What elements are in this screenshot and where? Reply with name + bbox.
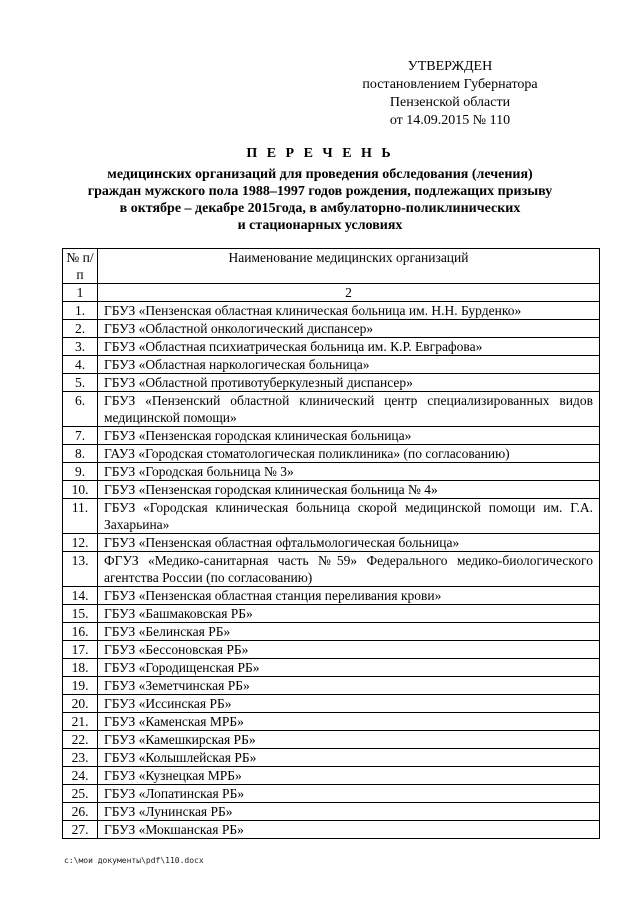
table-row	[63, 392, 600, 427]
row-number: 14.	[63, 587, 98, 605]
row-number: 2.	[63, 320, 98, 338]
row-number: 22.	[63, 731, 98, 749]
organization-name: ГБУЗ «Областной противотуберкулезный диспансер»	[98, 374, 600, 392]
row-number: 6.	[63, 392, 98, 427]
organization-name: ГБУЗ «Пензенская городская клиническая больница»	[98, 427, 600, 445]
table-row	[63, 821, 600, 839]
row-number: 18.	[63, 659, 98, 677]
table-row	[63, 749, 600, 767]
organization-name: ГБУЗ «Областная психиатрическая больница им. К.Р. Евграфова»	[98, 338, 600, 356]
row-number: 13.	[63, 552, 98, 587]
approved-region: Пензенской области	[389, 95, 511, 110]
row-number: 15.	[63, 605, 98, 623]
row-number: 21.	[63, 713, 98, 731]
table-row	[63, 534, 600, 552]
organization-name: ГБУЗ «Пензенская областная офтальмологическая больница»	[98, 534, 600, 552]
approved-by: постановлением Губернатора	[362, 77, 538, 92]
table-row	[63, 641, 600, 659]
title-line: в октябре – декабре 2015года, в амбулаторно-поликлинических	[119, 201, 521, 216]
row-number: 4.	[63, 356, 98, 374]
table-row	[63, 356, 600, 374]
table-row	[63, 731, 600, 749]
table-row	[63, 499, 600, 534]
table-row	[63, 481, 600, 499]
organization-name: ГБУЗ «Лопатинская РБ»	[98, 785, 600, 803]
row-number: 8.	[63, 445, 98, 463]
row-number: 11.	[63, 499, 98, 534]
column-number-2: 2	[98, 284, 600, 302]
organization-name: ГБУЗ «Бессоновская РБ»	[98, 641, 600, 659]
row-number: 20.	[63, 695, 98, 713]
table-row	[63, 623, 600, 641]
organization-name: ГБУЗ «Городская клиническая больница скорой медицинской помощи им. Г.А. Захарьина»	[98, 499, 600, 534]
file-path-footer: c:\мои документы\pdf\110.docx	[64, 856, 204, 865]
row-number: 25.	[63, 785, 98, 803]
table-row	[63, 338, 600, 356]
title-line: медицинских организаций для проведения обследования (лечения)	[107, 167, 533, 182]
organization-name: ГБУЗ «Областной онкологический диспансер»	[98, 320, 600, 338]
table-row	[63, 785, 600, 803]
table-row	[63, 320, 600, 338]
organization-name: ГБУЗ «Колышлейская РБ»	[98, 749, 600, 767]
organization-name: ГБУЗ «Лунинская РБ»	[98, 803, 600, 821]
table-row	[63, 695, 600, 713]
row-number: 16.	[63, 623, 98, 641]
row-number: 23.	[63, 749, 98, 767]
row-number: 27.	[63, 821, 98, 839]
organization-name: ГБУЗ «Пензенская городская клиническая больница № 4»	[98, 481, 600, 499]
table-row	[63, 803, 600, 821]
organization-name: ГАУЗ «Городская стоматологическая поликлиника» (по согласованию)	[98, 445, 600, 463]
row-number: 3.	[63, 338, 98, 356]
row-number: 1.	[63, 302, 98, 320]
column-number-row	[63, 284, 600, 302]
table-row	[63, 552, 600, 587]
organization-name: ГБУЗ «Пензенская областная станция переливания крови»	[98, 587, 600, 605]
row-number: 7.	[63, 427, 98, 445]
table-row	[63, 463, 600, 481]
approval-stamp	[330, 58, 570, 130]
table-row	[63, 767, 600, 785]
organization-name: ФГУЗ «Медико-санитарная часть №59» Федерального медико-биологического агентства России (по согласованию)	[98, 552, 600, 587]
organization-name: ГБУЗ «Областная наркологическая больница»	[98, 356, 600, 374]
organization-name: ГБУЗ «Белинская РБ»	[98, 623, 600, 641]
row-number: 5.	[63, 374, 98, 392]
table-row	[63, 302, 600, 320]
organization-name: ГБУЗ «Земетчинская РБ»	[98, 677, 600, 695]
column-number-1: 1	[63, 284, 98, 302]
table-row	[63, 445, 600, 463]
organizations-table	[62, 248, 600, 839]
row-number: 10.	[63, 481, 98, 499]
table-header-row	[63, 249, 600, 284]
organization-name: ГБУЗ «Камешкирская РБ»	[98, 731, 600, 749]
title-line: и стационарных условиях	[237, 218, 403, 233]
organization-name: ГБУЗ «Иссинская РБ»	[98, 695, 600, 713]
row-number: 26.	[63, 803, 98, 821]
document-title	[60, 145, 580, 234]
header-num: № п/п	[63, 249, 98, 284]
table-row	[63, 427, 600, 445]
table-row	[63, 587, 600, 605]
table-row	[63, 713, 600, 731]
organization-name: ГБУЗ «Городищенская РБ»	[98, 659, 600, 677]
organization-name: ГБУЗ «Городская больница № 3»	[98, 463, 600, 481]
approved-date: от 14.09.2015 № 110	[389, 113, 511, 128]
header-name: Наименование медицинских организаций	[98, 249, 600, 284]
organization-name: ГБУЗ «Пензенский областной клинический центр специализированных видов медицинской помощи»	[98, 392, 600, 427]
organization-name: ГБУЗ «Пензенская областная клиническая больница им. Н.Н. Бурденко»	[98, 302, 600, 320]
organization-name: ГБУЗ «Каменская МРБ»	[98, 713, 600, 731]
row-number: 19.	[63, 677, 98, 695]
organization-name: ГБУЗ «Башмаковская РБ»	[98, 605, 600, 623]
organization-name: ГБУЗ «Мокшанская РБ»	[98, 821, 600, 839]
organization-name: ГБУЗ «Кузнецкая МРБ»	[98, 767, 600, 785]
title-heading: П Е Р Е Ч Е Н Ь	[246, 146, 394, 161]
approved-label: УТВЕРЖДЕН	[407, 59, 493, 74]
table-row	[63, 677, 600, 695]
row-number: 12.	[63, 534, 98, 552]
row-number: 17.	[63, 641, 98, 659]
title-line: граждан мужского пола 1988–1997 годов рождения, подлежащих призыву	[87, 184, 553, 199]
row-number: 24.	[63, 767, 98, 785]
row-number: 9.	[63, 463, 98, 481]
table-row	[63, 659, 600, 677]
table-row	[63, 605, 600, 623]
table-row	[63, 374, 600, 392]
